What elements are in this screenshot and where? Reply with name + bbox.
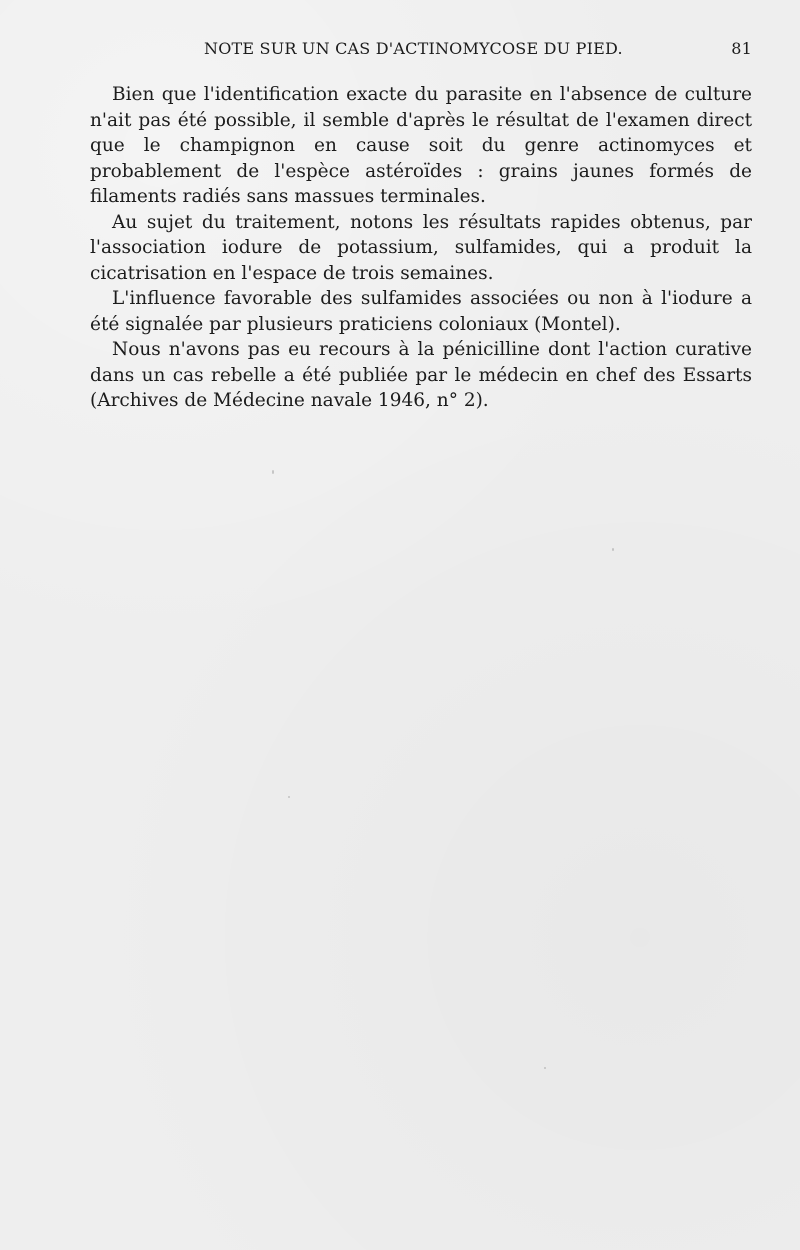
paragraph: Au sujet du traitement, notons les résultats rapides obtenus, par l'association iodure de potassium, sulfamides, qui a produit la cicatrisation en l'espace de trois semaines. [90, 211, 752, 284]
header-title: NOTE SUR UN CAS D'ACTINOMYCOSE DU PIED. [204, 39, 623, 58]
paragraph: L'influence favorable des sulfamides associées ou non à l'iodure a été signalée par plusieurs praticiens coloniaux (Montel). [90, 288, 752, 335]
paragraph: Nous n'avons pas eu recours à la pénicilline dont l'action curative dans un cas rebelle a été publiée par le médecin en chef des Essarts (Archives de Médecine navale 1946, n° 2). [90, 339, 752, 411]
paragraph: Bien que l'identification exacte du parasite en l'absence de culture n'ait pas été possible, il semble d'après le résultat de l'examen direct que le champignon en cause soit du genre actinomyces et probablement de l'espèce astéroïdes : grains jaunes formés de filaments radiés sans massues terminales. [90, 84, 752, 207]
running-header [90, 39, 752, 63]
paper-speck [612, 548, 614, 551]
paper-speck [544, 1067, 546, 1069]
body-text [90, 82, 752, 414]
paper-speck [272, 470, 274, 474]
page-number: 81 [731, 39, 752, 58]
paper-speck [288, 796, 290, 798]
